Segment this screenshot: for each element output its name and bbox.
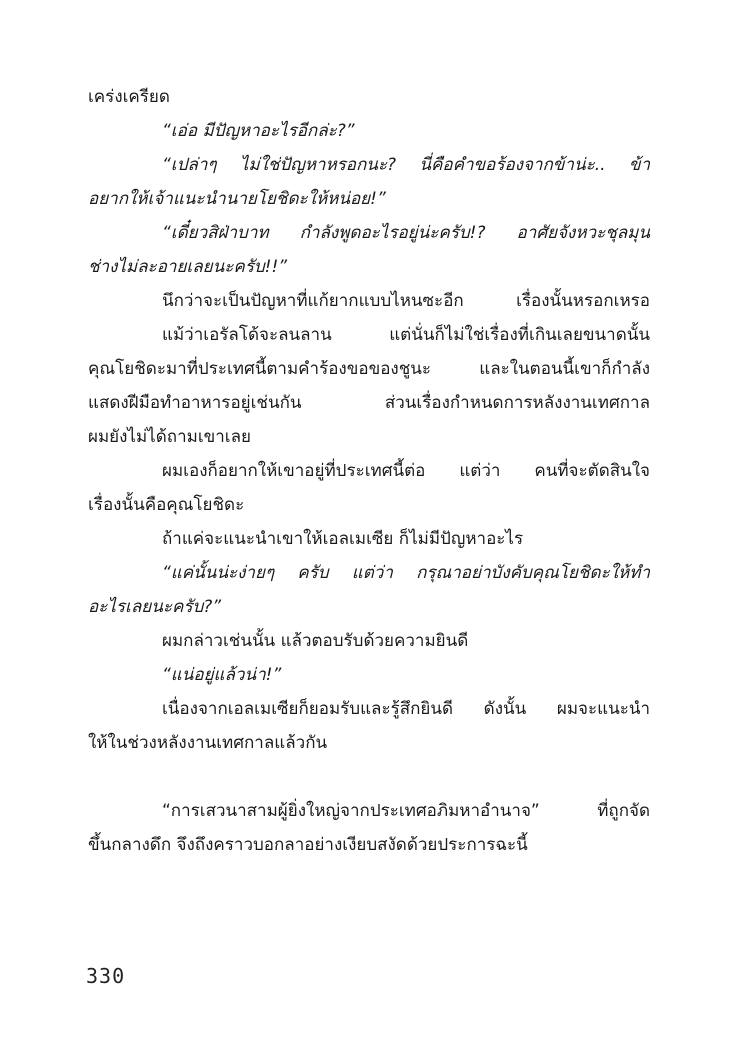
- text-line: ถ้าแค่จะแนะนำเขาให้เอลเมเซีย ก็ไม่มีปัญหาอะไร: [162, 529, 524, 549]
- dialogue-line: ช่างไม่ละอายเลยนะครับ!!”: [88, 257, 288, 277]
- text-line: ผมกล่าวเช่นนั้น แล้วตอบรับด้วยความยินดี: [162, 631, 469, 651]
- text-line: ให้ในช่วงหลังงานเทศกาลแล้วกัน: [88, 733, 328, 753]
- dialogue-line: “เดี๋ยวสิฝ่าบาท กำลังพูดอะไรอยู่น่ะครับ!? อาศัยจังหวะชุลมุน: [162, 223, 650, 243]
- text-line: ขึ้นกลางดึก จึงถึงคราวบอกลาอย่างเงียบสงัดด้วยประการฉะนี้: [88, 835, 528, 855]
- text-line: แสดงฝีมือทำอาหารอยู่เช่นกัน ส่วนเรื่องกำหนดการหลังงานเทศกาล: [88, 393, 650, 413]
- page-number: 330: [86, 964, 126, 988]
- dialogue-line: “แค่นั้นน่ะง่ายๆ ครับ แต่ว่า กรุณาอย่าบังคับคุณโยชิดะให้ทำ: [162, 563, 650, 583]
- text-line: “การเสวนาสามผู้ยิ่งใหญ่จากประเทศอภิมหาอำนาจ” ที่ถูกจัด: [162, 801, 650, 821]
- text-line: เรื่องนั้นคือคุณโยชิดะ: [88, 495, 245, 515]
- dialogue-line: อะไรเลยนะครับ?”: [88, 597, 222, 617]
- dialogue-line: “แน่อยู่แล้วน่า!”: [162, 665, 282, 685]
- text-line: นึกว่าจะเป็นปัญหาที่แก้ยากแบบไหนซะอีก เรื่องนั้นหรอกเหรอ: [162, 291, 650, 311]
- section-break: [88, 760, 650, 794]
- book-page-text: [88, 80, 650, 862]
- text-line: คุณโยชิดะมาที่ประเทศนี้ตามคำร้องขอของชูนะ และในตอนนี้เขาก็กำลัง: [88, 359, 650, 379]
- text-line: เนื่องจากเอลเมเซียก็ยอมรับและรู้สึกยินดี ดังนั้น ผมจะแนะนำ: [162, 699, 650, 719]
- dialogue-line: “เปล่าๆ ไม่ใช่ปัญหาหรอกนะ? นี่คือคำขอร้องจากข้าน่ะ.. ข้า: [162, 155, 650, 175]
- text-line: แม้ว่าเอรัลโด้จะลนลาน แต่นั่นก็ไม่ใช่เรื่องที่เกินเลยขนาดนั้น: [162, 325, 650, 345]
- dialogue-line: อยากให้เจ้าแนะนำนายโยชิดะให้หน่อย!”: [88, 189, 386, 209]
- dialogue-line: “เอ่อ มีปัญหาอะไรอีกล่ะ?”: [162, 121, 355, 141]
- text-line: ผมยังไม่ได้ถามเขาเลย: [88, 427, 251, 447]
- text-line: เคร่งเครียด: [88, 87, 170, 107]
- text-line: ผมเองก็อยากให้เขาอยู่ที่ประเทศนี้ต่อ แต่ว่า คนที่จะตัดสินใจ: [162, 461, 650, 481]
